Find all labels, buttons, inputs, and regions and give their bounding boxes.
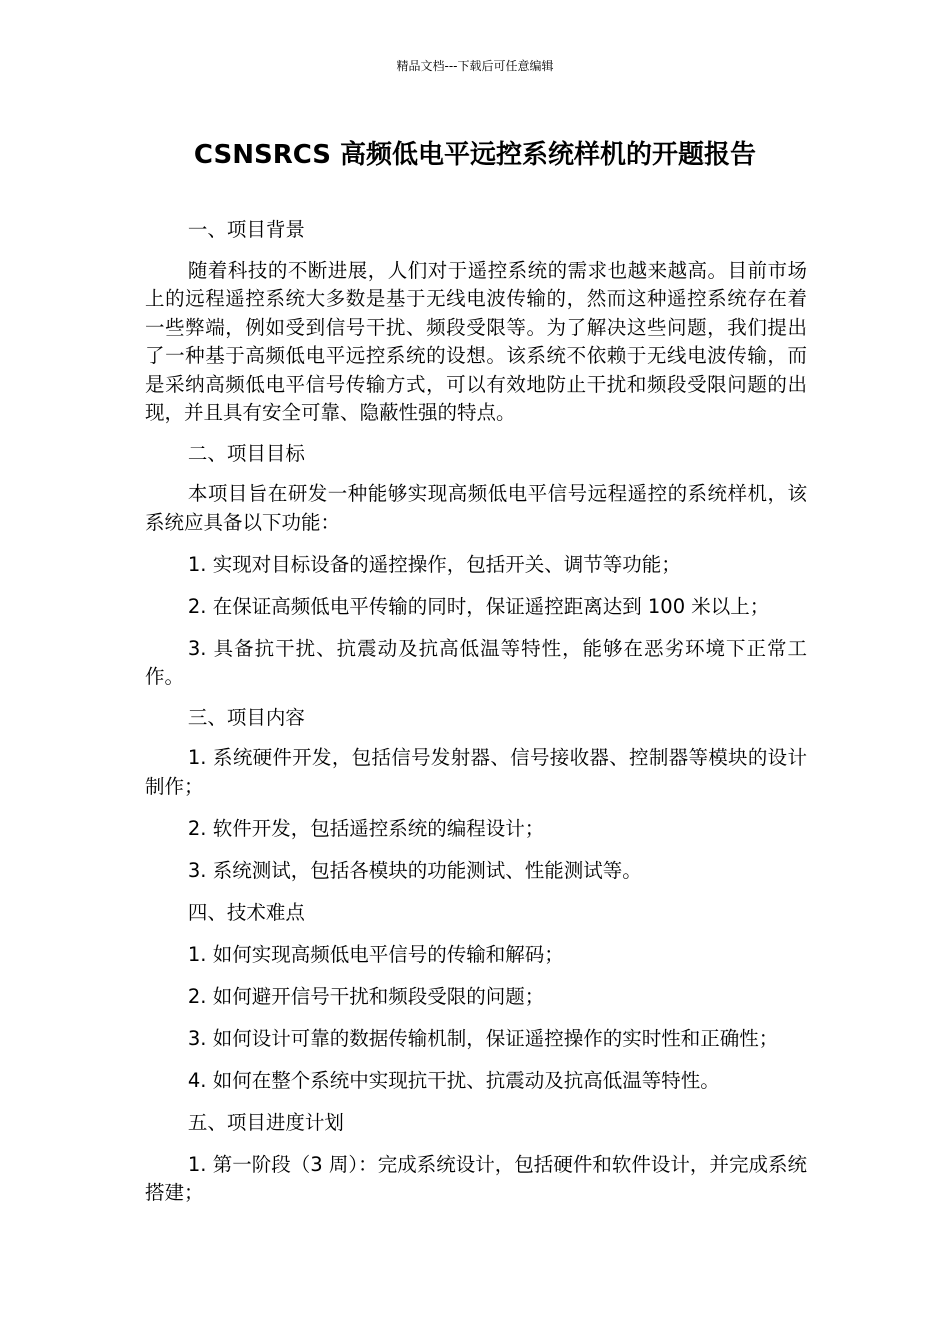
- list-item-content-2: 2. 软件开发，包括遥控系统的编程设计；: [187, 816, 545, 840]
- list-item-content-3: 3. 系统测试，包括各模块的功能测试、性能测试等。: [187, 858, 642, 882]
- paragraph-background: 随着科技的不断进展，人们对于遥控系统的需求也越来越高。目前市场上的远程遥控系统大多数是基于无线电波传输的，然而这种遥控系统存在着一些弊端，例如受到信号干扰、频段受限等。为了解决这些问题，我们提出了一种基于高频低电平远控系统的设想。该系统不依赖于无线电波传输，而是采纳高频低电平信号传输方式，可以有效地防止干扰和频段受限问题的出现，并且具有安全可靠、隐蔽性强的特点。: [145, 258, 807, 424]
- list-item-goal-3: 3. 具备抗干扰、抗震动及抗高低温等特性，能够在恶劣环境下正常工作。: [145, 636, 807, 688]
- section-heading-schedule: 五、项目进度计划: [187, 1110, 344, 1134]
- list-item-difficulty-2: 2. 如何避开信号干扰和频段受限的问题；: [187, 984, 545, 1008]
- header-note: 精品文档---下载后可任意编辑: [396, 59, 554, 73]
- section-heading-goals: 二、项目目标: [187, 441, 305, 465]
- document-body: [145, 216, 807, 1208]
- list-item-schedule-1: 1. 第一阶段（3 周）：完成系统设计，包括硬件和软件设计，并完成系统搭建；: [145, 1152, 807, 1204]
- list-item-content-1: 1. 系统硬件开发，包括信号发射器、信号接收器、控制器等模块的设计制作；: [145, 746, 807, 798]
- list-item-goal-1: 1. 实现对目标设备的遥控操作，包括开关、调节等功能；: [187, 552, 681, 576]
- section-heading-content: 三、项目内容: [187, 705, 305, 729]
- section-heading-background: 一、项目背景: [187, 218, 305, 241]
- list-item-difficulty-1: 1. 如何实现高频低电平信号的传输和解码；: [187, 942, 564, 966]
- section-heading-difficulties: 四、技术难点: [187, 900, 305, 924]
- list-item-difficulty-3: 3. 如何设计可靠的数据传输机制，保证遥控操作的实时性和正确性；: [187, 1026, 779, 1050]
- list-item-goal-2: 2. 在保证高频低电平传输的同时，保证遥控距离达到 100 米以上；: [187, 594, 770, 618]
- paragraph-goals-intro: 本项目旨在研发一种能够实现高频低电平信号远程遥控的系统样机，该系统应具备以下功能：: [145, 482, 807, 534]
- list-item-difficulty-4: 4. 如何在整个系统中实现抗干扰、抗震动及抗高低温等特性。: [187, 1068, 720, 1092]
- document-title: CSNSRCS 高频低电平远控系统样机的开题报告: [193, 140, 757, 170]
